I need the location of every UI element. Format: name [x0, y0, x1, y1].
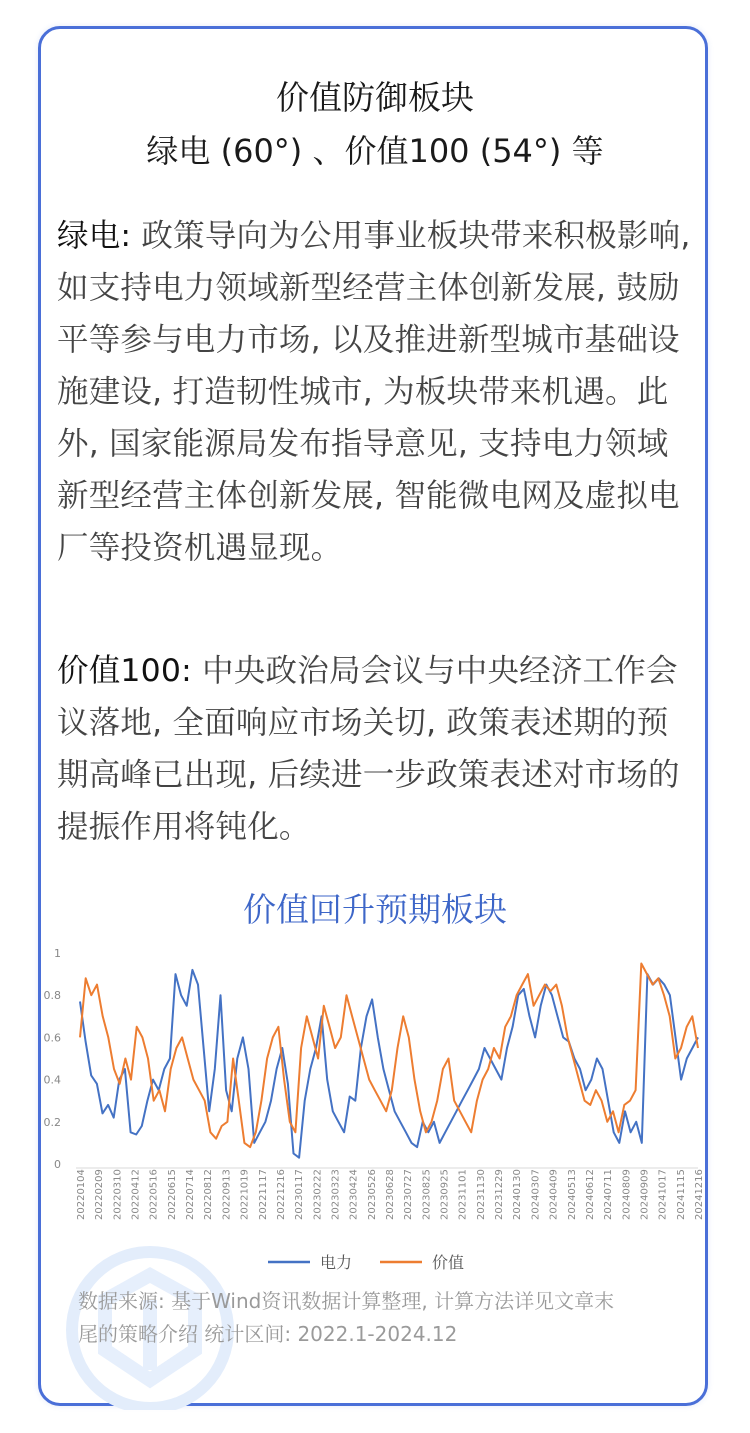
x-tick-label: 20230825	[421, 1169, 433, 1220]
x-tick-label: 20220412	[130, 1169, 142, 1220]
x-tick-label: 20230628	[385, 1169, 396, 1220]
legend-label: 电力	[320, 1253, 353, 1272]
x-tick-label: 20220516	[148, 1169, 160, 1220]
x-tick-label: 20220209	[94, 1169, 106, 1220]
x-tick-label: 20230424	[348, 1169, 360, 1220]
chart-title: 价值回升预期板块	[243, 890, 507, 929]
x-tick-label: 20231229	[494, 1169, 506, 1220]
legend-label: 价值	[432, 1253, 465, 1272]
x-tick-label: 20240513	[566, 1169, 578, 1220]
paragraph-text: 中央政治局会议与中央经济工作会议落地, 全面响应市场关切, 政策表述期的预期高峰已出现, 后续进一步政策表述对市场的提振作用将钝化。	[57, 653, 680, 845]
y-tick-label: 0.4	[43, 1073, 61, 1087]
x-tick-label: 20220615	[166, 1169, 178, 1220]
x-tick-label: 20230727	[403, 1169, 415, 1220]
x-tick-label: 20220310	[112, 1169, 124, 1220]
x-tick-label: 20240711	[603, 1169, 615, 1220]
x-tick-label: 20230925	[439, 1169, 451, 1220]
source-note	[78, 1285, 678, 1351]
y-tick-label: 0	[54, 1158, 61, 1171]
y-tick-label: 0.2	[43, 1115, 61, 1129]
x-tick-label: 20240909	[639, 1169, 651, 1220]
x-tick-label: 20221117	[257, 1169, 269, 1220]
x-tick-label: 20240809	[621, 1169, 633, 1220]
source-line-1: 数据来源: 基于Wind资讯数据计算整理, 计算方法详见文章末	[78, 1289, 615, 1313]
x-tick-label: 20241216	[694, 1169, 705, 1220]
series-line-value	[80, 964, 698, 1148]
x-tick-label: 20220812	[203, 1169, 215, 1220]
x-tick-label: 20220714	[185, 1169, 197, 1220]
paragraph-text: 政策导向为公用事业板块带来积极影响, 如支持电力领域新型经营主体创新发展, 鼓励平等参与电力市场, 以及推进新型城市基础设施建设, 打造韧性城市, 为板块带来机遇。此外, 国家能源局发布指导意见, 支持电力领域新型经营主体创新发展, 智能微电网及虚拟电厂等投资机遇显现。	[57, 218, 691, 566]
x-tick-label: 20230323	[330, 1169, 342, 1220]
y-tick-label: 1	[54, 947, 61, 960]
y-tick-label: 0.8	[43, 989, 61, 1003]
paragraph-key: 绿电:	[57, 218, 132, 254]
x-tick-label: 20240612	[584, 1169, 596, 1220]
x-tick-label: 20230222	[312, 1169, 324, 1220]
y-tick-label: 0.6	[43, 1031, 61, 1045]
x-tick-label: 20240409	[548, 1169, 560, 1220]
x-tick-label: 20230526	[366, 1169, 378, 1220]
paragraph-key: 价值100:	[57, 653, 192, 689]
x-tick-label: 20230117	[294, 1169, 306, 1220]
x-tick-label: 20241115	[675, 1169, 687, 1220]
x-tick-label: 20240130	[512, 1169, 524, 1220]
x-tick-label: 20221019	[239, 1169, 251, 1220]
x-tick-label: 20221216	[275, 1169, 287, 1220]
page-subtitle: 绿电 (60°) 、价值100 (54°) 等	[146, 132, 604, 170]
x-tick-label: 20231101	[457, 1169, 469, 1220]
x-tick-label: 20241017	[657, 1169, 669, 1220]
x-tick-label: 20231130	[475, 1169, 487, 1220]
x-tick-label: 20220913	[221, 1169, 233, 1220]
x-tick-label: 20240307	[530, 1169, 542, 1220]
x-tick-label: 20220104	[76, 1169, 87, 1220]
source-line-2: 尾的策略介绍 统计区间: 2022.1-2024.12	[78, 1322, 458, 1346]
page-title: 价值防御板块	[276, 78, 474, 117]
